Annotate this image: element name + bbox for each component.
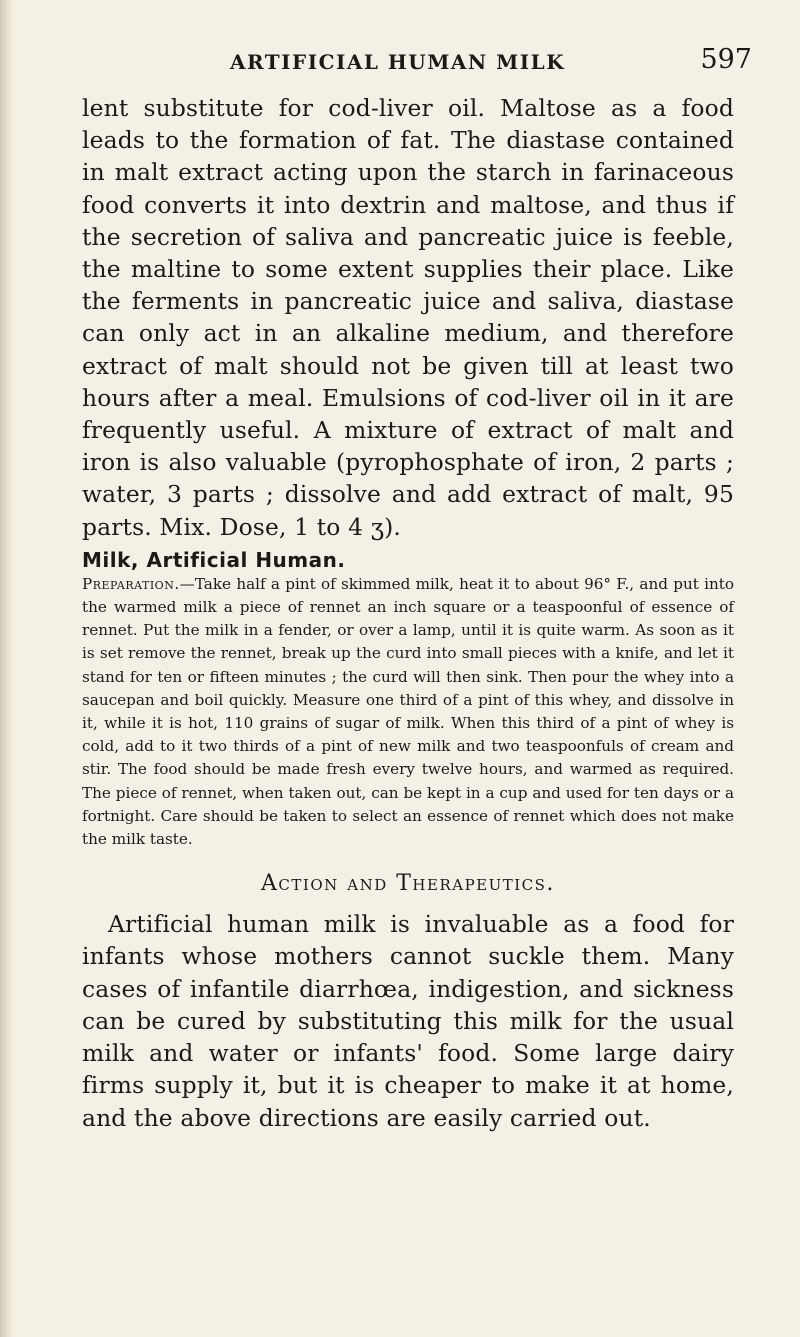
preparation-text: —Take half a pint of skimmed milk, heat it to about 96° F., and put into the warmed milk a piece of rennet an inch square or a teaspoonful of essence of rennet. Put the milk in a fender, or over a lamp, until it is quite warm. As soon as it is set remove the rennet, break up the curd into small pieces with a knife, and let it stand for ten or fifteen minutes ; the curd will then sink. Then pour the whey into a saucepan and boil quickly. Measure one third of a pint of this whey, and dissolve in it, while it is hot, 110 grains of sugar of milk. When this third of a pint of whey is cold, add to it two thirds of a pint of new milk and two teaspoonfuls of cream and stir. The food should be made fresh every twelve hours, and warmed as required. The piece of rennet, when taken out, can be kept in a cup and used for ten days or a fortnight. Care should be taken to select an essence of rennet which does not make the milk taste. [82, 574, 734, 849]
binding-edge [0, 0, 14, 1337]
section-heading: Action and Therapeutics. [261, 871, 555, 897]
preparation-label: Preparation. [82, 574, 180, 593]
continuation-paragraph: lent substitute for cod-liver oil. Maltose as a food leads to the formation of fat. The diastase contained in malt extract acting upon the starch in farinaceous food converts it into dextrin and maltose, and thus if the secretion of saliva and pancreatic juice is feeble, the maltine to some extent supplies their place. Like the ferments in pancreatic juice and saliva, diastase can only act in an alkaline medium, and therefore extract of malt should not be given till at least two hours after a meal. Emulsions of cod-liver oil in it are frequently useful. A mixture of extract of malt and iron is also valuable (pyrophosphate of iron, 2 parts ; water, 3 parts ; dissolve and add extract of malt, 95 parts. Mix. Dose, 1 to 4 ʒ). [82, 94, 734, 541]
page-header [90, 44, 760, 78]
running-title: ARTIFICIAL HUMAN MILK [230, 50, 566, 74]
therapeutics-paragraph: Artificial human milk is invaluable as a food for infants whose mothers cannot suckle them. Many cases of infantile diarrhœa, indigestion, and sickness can be cured by substituting this milk for the usual milk and water or infants' food. Some large dairy firms supply it, but it is cheaper to make it at home, and the above directions are easily carried out. [82, 910, 734, 1132]
page-number: 597 [700, 44, 752, 75]
page-body [82, 92, 734, 1134]
preparation-paragraph [82, 573, 734, 851]
entry-heading: Milk, Artificial Human. [82, 547, 346, 572]
